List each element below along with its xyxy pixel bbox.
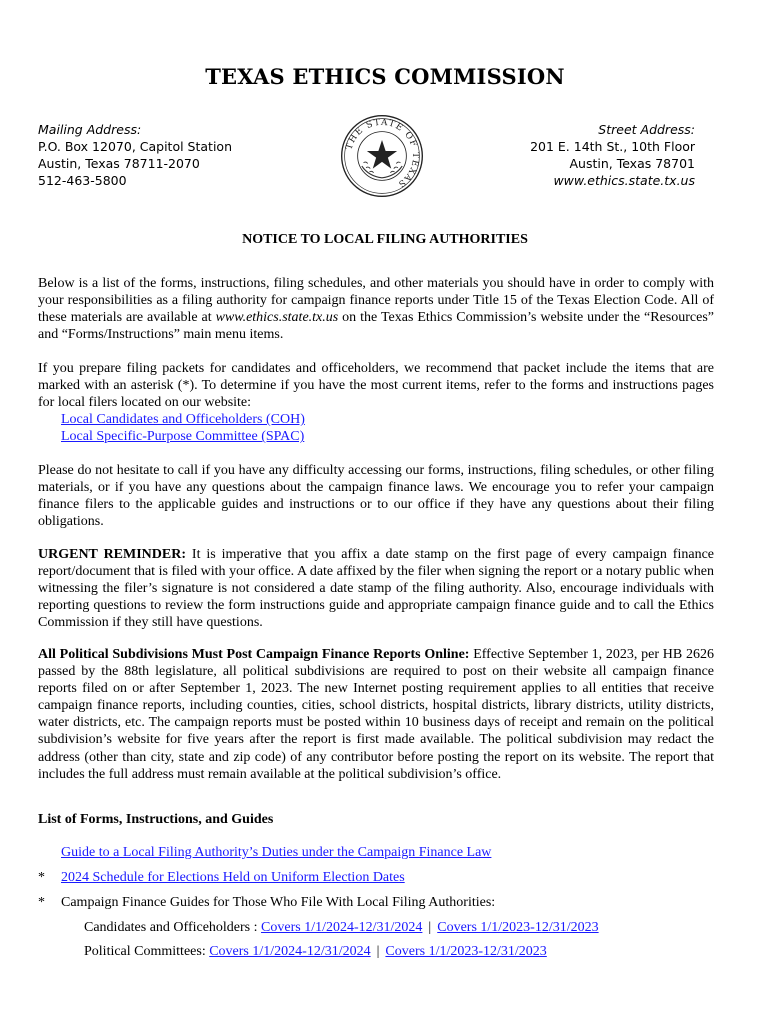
list-item (38, 870, 45, 886)
local-spac-link[interactable]: Local Specific-Purpose Committee (SPAC) (61, 429, 305, 445)
urgent-reminder-heading: URGENT REMINDER: (38, 547, 187, 562)
urgent-reminder-text: It is imperative that you affix a date stamp on the first page of every campaign finance report/document that is filed with your office. A date affixed by the filer when signing the report or a notary public when witnessing the filer’s signature is not considered a date stamp of the filing authority. Also, encourage individuals with reporting questions to review the form instructions guide and appropriate campaign finance guide and to call the Ethics Commission if they still have questions. (38, 547, 714, 631)
election-schedule-link[interactable]: 2024 Schedule for Elections Held on Uniform Election Dates (61, 870, 405, 885)
list-item (61, 870, 405, 886)
online-posting-paragraph (38, 646, 714, 783)
pc-guides-row (84, 944, 547, 960)
mailing-address-line1: P.O. Box 12070, Capitol Station (38, 139, 232, 154)
street-address-line2: Austin, Texas 78701 (569, 156, 695, 171)
intro-paragraph (38, 275, 714, 343)
separator: | (376, 944, 380, 959)
online-posting-text: Effective September 1, 2023, per HB 2626 passed by the 88th legislature, all political subdivisions are required to post on their website all campaign finance reports filed on or after September 1, 2023. The new Internet posting requirement applies to all entities that receive campaign finance reports, including counties, cities, school districts, hospital districts, library districts, utility districts, water districts, etc. The campaign reports must be posted within 10 business days of receipt and remain on the political subdivision’s website for five years after the report is first made available. The political subdivision may redact the address (other than city, state and zip code) of any contributor before posting the report on its website. The report that includes the full address must remain available at the political subdivision’s office. (38, 647, 714, 782)
pc-guide-2024-link[interactable]: Covers 1/1/2024-12/31/2024 (209, 944, 371, 959)
pc-guides-label: Political Committees: (84, 944, 210, 959)
coh-guide-2023-link[interactable]: Covers 1/1/2023-12/31/2023 (437, 920, 599, 935)
local-coh-link[interactable]: Local Candidates and Officeholders (COH) (61, 412, 305, 428)
mailing-address (38, 121, 232, 189)
intro-text-2: on the Texas Ethics Commission’s website under the “Resources” and “Forms/Instructions” main menu items. (38, 310, 714, 343)
coh-guides-label: Candidates and Officeholders : (84, 920, 262, 935)
street-address-label: Street Address: (598, 122, 695, 137)
online-posting-heading: All Political Subdivisions Must Post Campaign Finance Reports Online: (38, 647, 470, 662)
page-title: TEXAS ETHICS COMMISSION (205, 64, 565, 89)
list-item (38, 895, 45, 911)
intro-text-1: Below is a list of the forms, instructions, filing schedules, and other materials you should have in order to comply with your responsibilities as a filing authority for campaign finance reports under Title 15 of the Texas Election Code. All of these materials are available at (38, 276, 714, 326)
phone-number: 512-463-5800 (38, 173, 127, 188)
notice-title: NOTICE TO LOCAL FILING AUTHORITIES (242, 232, 528, 247)
asterisk-marker: * (38, 870, 45, 885)
list-item (61, 845, 491, 861)
pc-guide-2023-link[interactable]: Covers 1/1/2023-12/31/2023 (385, 944, 547, 959)
local-filing-authority-guide-link[interactable]: Guide to a Local Filing Authority’s Duties under the Campaign Finance Law (61, 845, 492, 860)
contact-paragraph: Please do not hesitate to call if you have any difficulty accessing our forms, instructions, filing schedules, or other filing materials, or if you have any questions about the campaign finance laws. We encourage you to refer your campaign finance filers to the applicable guides and instructions or to our office if they have any questions about their filing obligations. (38, 463, 714, 530)
packet-text: If you prepare filing packets for candidates and officeholders, we recommend that packet include the items that are marked with an asterisk (*). To determine if you have the most current items, refer to the forms and instructions pages for local filers located on our website: (38, 361, 714, 411)
website-link[interactable]: www.ethics.state.tx.us (553, 173, 695, 188)
coh-guide-2024-link[interactable]: Covers 1/1/2024-12/31/2024 (261, 920, 423, 935)
coh-guides-row (84, 920, 599, 936)
texas-state-seal-icon (340, 114, 424, 198)
mailing-address-label: Mailing Address: (38, 122, 142, 137)
asterisk-marker: * (38, 895, 45, 910)
mailing-address-line2: Austin, Texas 78711-2070 (38, 156, 200, 171)
seal-text: THE STATE OF TEXAS (344, 117, 421, 190)
intro-website[interactable]: www.ethics.state.tx.us (215, 310, 339, 326)
separator: | (428, 920, 432, 935)
packet-paragraph (38, 360, 714, 445)
urgent-reminder-paragraph (38, 546, 714, 631)
list-heading: List of Forms, Instructions, and Guides (38, 812, 274, 827)
street-address (530, 121, 695, 189)
campaign-guides-text: Campaign Finance Guides for Those Who File With Local Filing Authorities: (61, 895, 496, 910)
street-address-line1: 201 E. 14th St., 10th Floor (530, 139, 695, 154)
